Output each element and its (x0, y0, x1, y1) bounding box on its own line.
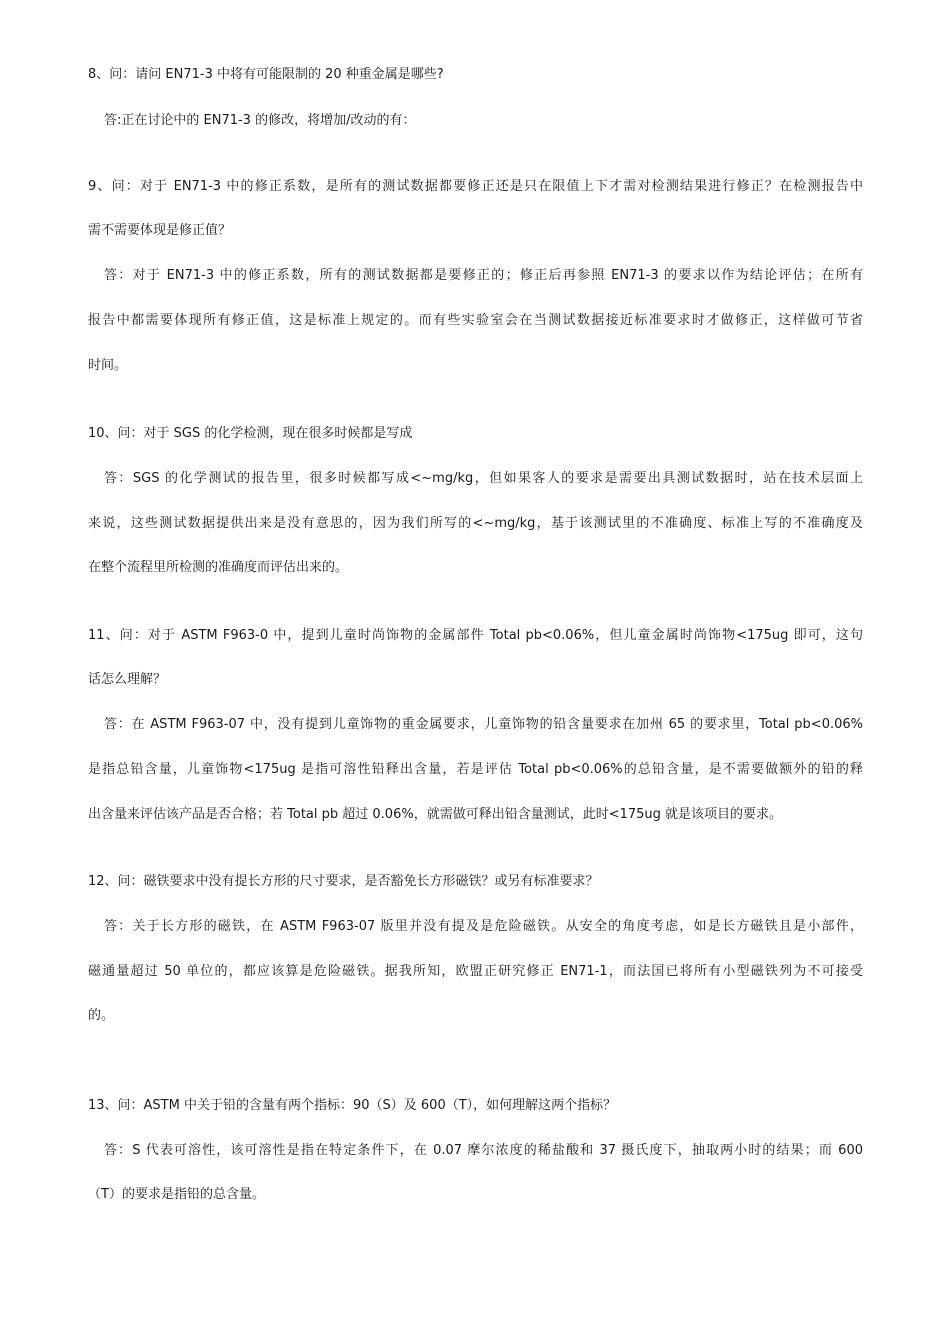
answer-10-line-2: 来说，这些测试数据提供出来是没有意思的，因为我们所写的<~mg/kg，基于该测试里的不准确度、标准上写的不准确度及 (88, 516, 863, 531)
question-13: 13、问：ASTM 中关于铅的含量有两个指标：90（S）及 600（T），如何理解这两个指标？ (88, 1098, 617, 1113)
answer-9-line-2: 报告中都需要体现所有修正值，这是标准上规定的。而有些实验室会在当测试数据接近标准要求时才做修正，这样做可节省 (88, 313, 863, 328)
answer-10-line-1: 答：SGS 的化学测试的报告里，很多时候都写成<~mg/kg，但如果客人的要求是需要出具测试数据时，站在技术层面上 (104, 471, 863, 486)
answer-9-line-3: 时间。 (88, 358, 128, 373)
question-9-line-1: 9、问：对于 EN71-3 中的修正系数，是所有的测试数据都要修正还是只在限值上下才需对检测结果进行修正？在检测报告中 (88, 179, 863, 194)
answer-8-line-1: 答:正在讨论中的 EN71-3 的修改，将增加/改动的有： (104, 113, 416, 128)
answer-13-line-1: 答：S 代表可溶性，该可溶性是指在特定条件下，在 0.07 摩尔浓度的稀盐酸和 37 摄氏度下，抽取两小时的结果；而 600 (104, 1143, 863, 1158)
answer-12-line-2: 磁通量超过 50 单位的，都应该算是危险磁铁。据我所知，欧盟正研究修正 EN71-1，而法国已将所有小型磁铁列为不可接受 (88, 964, 863, 979)
question-9-line-2: 需不需要体现是修正值？ (88, 223, 232, 238)
question-12: 12、问：磁铁要求中没有提长方形的尺寸要求，是否豁免长方形磁铁？或另有标准要求？ (88, 874, 599, 889)
answer-9-line-1: 答：对于 EN71-3 中的修正系数，所有的测试数据都是要修正的；修正后再参照 EN71-3 的要求以作为结论评估；在所有 (104, 268, 863, 283)
question-8: 8、问：请问 EN71-3 中将有可能限制的 20 种重金属是哪些? (88, 67, 444, 82)
answer-12-line-3: 的。 (88, 1008, 115, 1023)
answer-12-line-1: 答：关于长方形的磁铁，在 ASTM F963-07 版里并没有提及是危险磁铁。从安全的角度考虑，如是长方磁铁且是小部件， (104, 919, 863, 934)
question-10: 10、问：对于 SGS 的化学检测，现在很多时候都是写成 (88, 426, 413, 441)
question-11-line-1: 11、问：对于 ASTM F963-0 中，提到儿童时尚饰物的金属部件 Total pb<0.06%，但儿童金属时尚饰物<175ug 即可，这句 (88, 628, 863, 643)
answer-11-line-1: 答：在 ASTM F963-07 中，没有提到儿童饰物的重金属要求，儿童饰物的铅含量要求在加州 65 的要求里，Total pb<0.06% (104, 717, 863, 732)
question-11-line-2: 话怎么理解？ (88, 672, 167, 687)
answer-13-line-2: （T）的要求是指铅的总含量。 (88, 1187, 265, 1202)
answer-11-line-2: 是指总铅含量，儿童饰物<175ug 是指可溶性铅释出含量，若是评估 Total pb<0.06%的总铅含量，是不需要做额外的铅的释 (88, 762, 863, 777)
answer-10-line-3: 在整个流程里所检测的准确度而评估出来的。 (88, 560, 349, 575)
answer-11-line-3: 出含量来评估该产品是否合格；若 Total pb 超过 0.06%，就需做可释出铅含量测试，此时<175ug 就是该项目的要求。 (88, 807, 783, 822)
